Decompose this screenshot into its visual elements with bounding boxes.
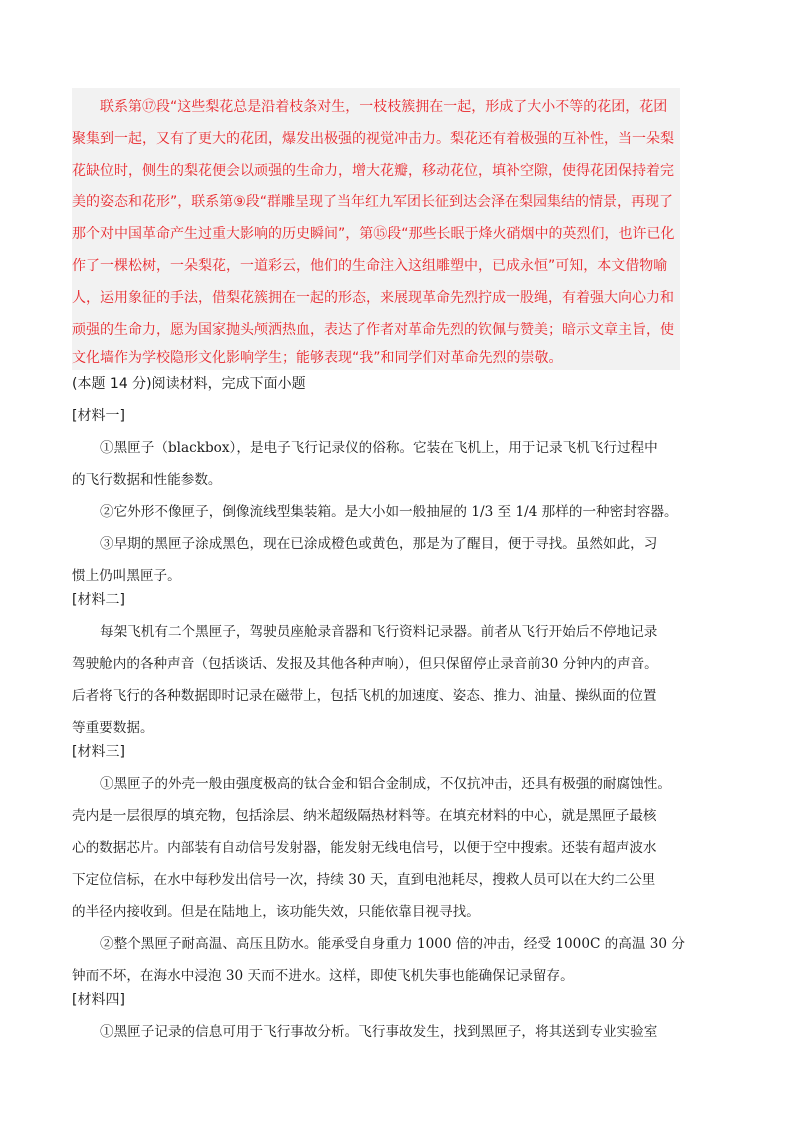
material-2-line: 每架飞机有二个黑匣子，驾驶员座舱录音器和飞行资料记录器。前者从飞行开始后不停地记录 [100,624,658,640]
question-header: (本题 14 分)阅读材料，完成下面小题 [72,376,306,392]
answer-line: 那个对中国革命产生过重大影响的历史瞬间”，第⑮段“那些长眠于烽火硝烟中的英烈们，也许已化 [72,226,675,242]
material-2-line: 驾驶舱内的各种声音（包括谈话、发报及其他各种声响），但只保留停止录音前30 分钟内的声音。 [72,656,658,672]
answer-line: 美的姿态和花形”，联系第⑨段“群雕呈现了当年红九军团长征到达会泽在梨园集结的情景，再现了 [72,194,674,210]
material-2-line: 等重要数据。 [72,720,154,736]
material-1-line: ③早期的黑匣子涂成黑色，现在已涂成橙色或黄色，那是为了醒目，便于寻找。虽然如此，习 [100,536,658,552]
material-4-label: [材料四] [72,992,125,1008]
answer-line: 联系第⑰段“这些梨花总是沿着枝条对生，一枝枝簇拥在一起，形成了大小不等的花团，花团 [100,99,668,115]
material-1-line: 的飞行数据和性能参数。 [72,472,222,488]
answer-line: 花缺位时，侧生的梨花便会以顽强的生命力，增大花瓣，移动花位，填补空隙，使得花团保持着完 [72,163,674,179]
answer-line: 人，运用象征的手法，借梨花簇拥在一起的形态，来展现革命先烈拧成一股绳，有着强大向心力和 [72,290,674,306]
answer-line: 顽强的生命力，愿为国家抛头颅洒热血，表达了作者对革命先烈的钦佩与赞美；暗示文章主旨，使 [72,322,674,338]
material-1-line: ①黑匣子（blackbox），是电子飞行记录仪的俗称。它装在飞机上，用于记录飞机飞行过程中 [100,440,658,456]
answer-line: 文化墙作为学校隐形文化影响学生；能够表现“我”和同学们对革命先烈的崇敬。 [72,350,563,366]
answer-line: 作了一棵松树，一朵梨花，一道彩云，他们的生命注入这组雕塑中，已成永恒”可知，本文借物喻 [72,258,668,274]
material-1-line: ②它外形不像匣子，倒像流线型集装箱。是大小如一般抽屉的 1/3 至 1/4 那样的一种密封容器。 [100,504,678,520]
material-3-line: 钟而不坏，在海水中浸泡 30 天而不进水。这样，即使飞机失事也能确保记录留存。 [72,968,574,984]
material-3-label: [材料三] [72,744,125,760]
material-3-line: ①黑匣子的外壳一般由强度极高的钛合金和铝合金制成，不仅抗冲击，还具有极强的耐腐蚀性。 [100,776,671,792]
material-4-line: ①黑匣子记录的信息可用于飞行事故分析。飞行事故发生，找到黑匣子，将其送到专业实验室 [100,1024,658,1040]
material-3-line: ②整个黑匣子耐高温、高压且防水。能承受自身重力 1000 倍的冲击，经受 1000C 的高温 30 分 [100,936,685,952]
material-3-line: 的半径内接收到。但是在陆地上，该功能失效，只能依靠目视寻找。 [72,904,480,920]
material-3-line: 下定位信标，在水中每秒发出信号一次，持续 30 天，直到电池耗尽，搜救人员可以在大约二公里 [72,872,656,888]
material-1-label: [材料一] [72,408,125,424]
answer-line: 聚集到一起，又有了更大的花团，爆发出极强的视觉冲击力。梨花还有着极强的互补性，当一朵梨 [72,131,674,147]
material-2-line: 后者将飞行的各种数据即时记录在磁带上，包括飞机的加速度、姿态、推力、油量、操纵面的位置 [72,688,657,704]
material-2-label: [材料二] [72,592,125,608]
material-3-line: 心的数据芯片。内部装有自动信号发射器，能发射无线电信号，以便于空中搜索。还装有超声波水 [72,840,657,856]
material-3-line: 壳内是一层很厚的填充物，包括涂层、纳米超级隔热材料等。在填充材料的中心，就是黑匣子最核 [72,808,657,824]
material-1-line: 惯上仍叫黑匣子。 [72,568,181,584]
